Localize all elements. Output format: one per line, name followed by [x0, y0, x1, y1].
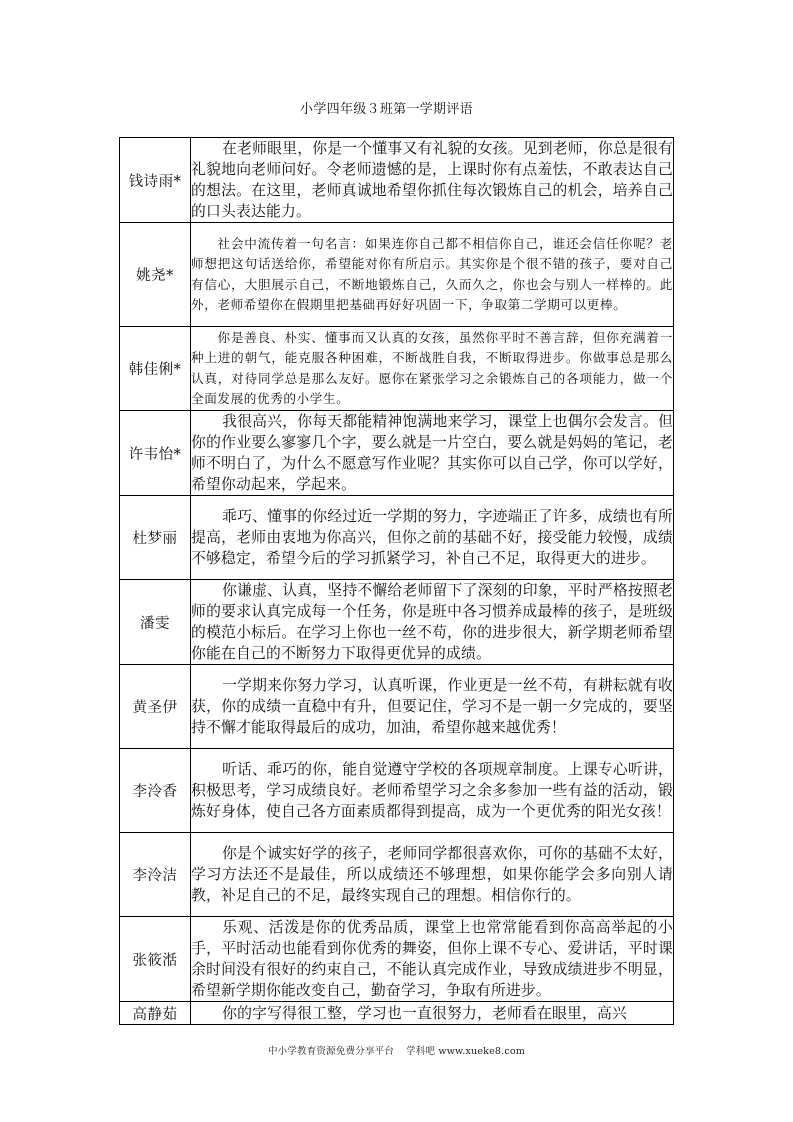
student-comment: 一学期来你努力学习，认真听课，作业更是一丝不苟，有耕耘就有收获，你的成绩一直稳中有升，但要记住，学习不是一朝一夕完成的，要坚持不懈才能取得最后的成功，加油，希望你越来越优秀！: [191, 665, 674, 749]
table-row: [120, 665, 674, 749]
table-row: [120, 1002, 674, 1025]
student-comment: 我很高兴，你每天都能精神饱满地来学习，课堂上也偶尔会发言。但你的作业要么寥寥几个字，要么就是一片空白，要么就是妈妈的笔记，老师不明白了，为什么不愿意写作业呢？其实你可以自己学，你可以学好，希望你动起来，学起来。: [191, 411, 674, 496]
student-comment: 乐观、活泼是你的优秀品质，课堂上也常常能看到你高高举起的小手，平时活动也能看到你优秀的舞姿，但你上课不专心、爱讲话，平时课余时间没有很好的约束自己，不能认真完成作业，导致成绩进步不明显，希望新学期你能改变自己，勤奋学习，争取有所进步。: [191, 917, 674, 1002]
student-comment: 你是善良、朴实、懂事而又认真的女孩，虽然你平时不善言辞，但你充满着一种上进的朝气，能克服各种困难，不断战胜自我，不断取得进步。你做事总是那么认真，对待同学总是那么友好。愿你在紧张学习之余锻炼自己的各项能力，做一个全面发展的优秀的小学生。: [191, 327, 674, 411]
table-row: [120, 496, 674, 580]
student-name: 张筱湉: [120, 917, 191, 1002]
student-name: 黄圣伊: [120, 665, 191, 749]
student-name: 潘雯: [120, 580, 191, 665]
table-row: [120, 580, 674, 665]
student-comment: 你的字写得很工整，学习也一直很努力，老师看在眼里，高兴: [191, 1002, 674, 1025]
footer-platform: 中小学教育资源免费分享平台: [267, 1046, 395, 1057]
student-comment: 你谦虚、认真，坚持不懈给老师留下了深刻的印象，平时严格按照老师的要求认真完成每一个任务，你是班中各习惯养成最棒的孩子，是班级的模范小标后。在学习上你也一丝不苟，你的进步很大，新学期老师希望你能在自己的不断努力下取得更优异的成绩。: [191, 580, 674, 665]
table-row: [120, 917, 674, 1002]
student-name: 许韦怡*: [120, 411, 191, 496]
table-row: [120, 327, 674, 411]
table-row: [120, 749, 674, 833]
page-footer: [0, 1043, 793, 1057]
student-name: 姚尧*: [120, 223, 191, 327]
table-row: [120, 138, 674, 223]
page-title: [0, 98, 793, 117]
document-title: 小学四年级３班第一学期评语: [300, 102, 473, 117]
student-comment: 在老师眼里，你是一个懂事又有礼貌的女孩。见到老师，你总是很有礼貌地向老师问好。令老师遗憾的是，上课时你有点羞怯，不敢表达自己的想法。在这里，老师真诚地希望你抓住每次锻炼自己的机会，培养自己的口头表达能力。: [191, 138, 674, 223]
table-row: [120, 411, 674, 496]
comments-table: [119, 137, 674, 1025]
student-comment: 乖巧、懂事的你经过近一学期的努力，字迹端正了许多，成绩也有所提高，老师由衷地为你高兴，但你之前的基础不好，接受能力较慢，成绩不够稳定，希望今后的学习抓紧学习，补自己不足，取得更大的进步。: [191, 496, 674, 580]
table-row: [120, 833, 674, 917]
student-comment: 听话、乖巧的你，能自觉遵守学校的各项规章制度。上课专心听讲，积极思考，学习成绩良好。老师希望学习之余多参加一些有益的活动，锻炼好身体，使自己各方面素质都得到提高，成为一个更优秀的阳光女孩！: [191, 749, 674, 833]
table-row: [120, 223, 674, 327]
student-comment: 你是个诚实好学的孩子，老师同学都很喜欢你，可你的基础不太好，学习方法还不是最佳，所以成绩还不够理想，如果你能学会多向别人请教，补足自己的不足，最终实现自己的理想。相信你行的。: [191, 833, 674, 917]
footer-site-link[interactable]: 学科吧 www.xueke8.com: [406, 1046, 526, 1057]
student-name: 韩佳俐*: [120, 327, 191, 411]
student-comment: 社会中流传着一句名言：如果连你自己都不相信你自己，谁还会信任你呢？老师想把这句话送给你，希望能对你有所启示。其实你是个很不错的孩子，要对自己有信心，大胆展示自己，不断地锻炼自己，久而久之，你也会与别人一样棒的。此外，老师希望你在假期里把基础再好好巩固一下，争取第二学期可以更棒。: [191, 223, 674, 327]
student-name: 李泠香: [120, 749, 191, 833]
student-name: 李泠洁: [120, 833, 191, 917]
student-name: 钱诗雨*: [120, 138, 191, 223]
student-name: 杜梦丽: [120, 496, 191, 580]
student-name: 高静茹: [120, 1002, 191, 1025]
